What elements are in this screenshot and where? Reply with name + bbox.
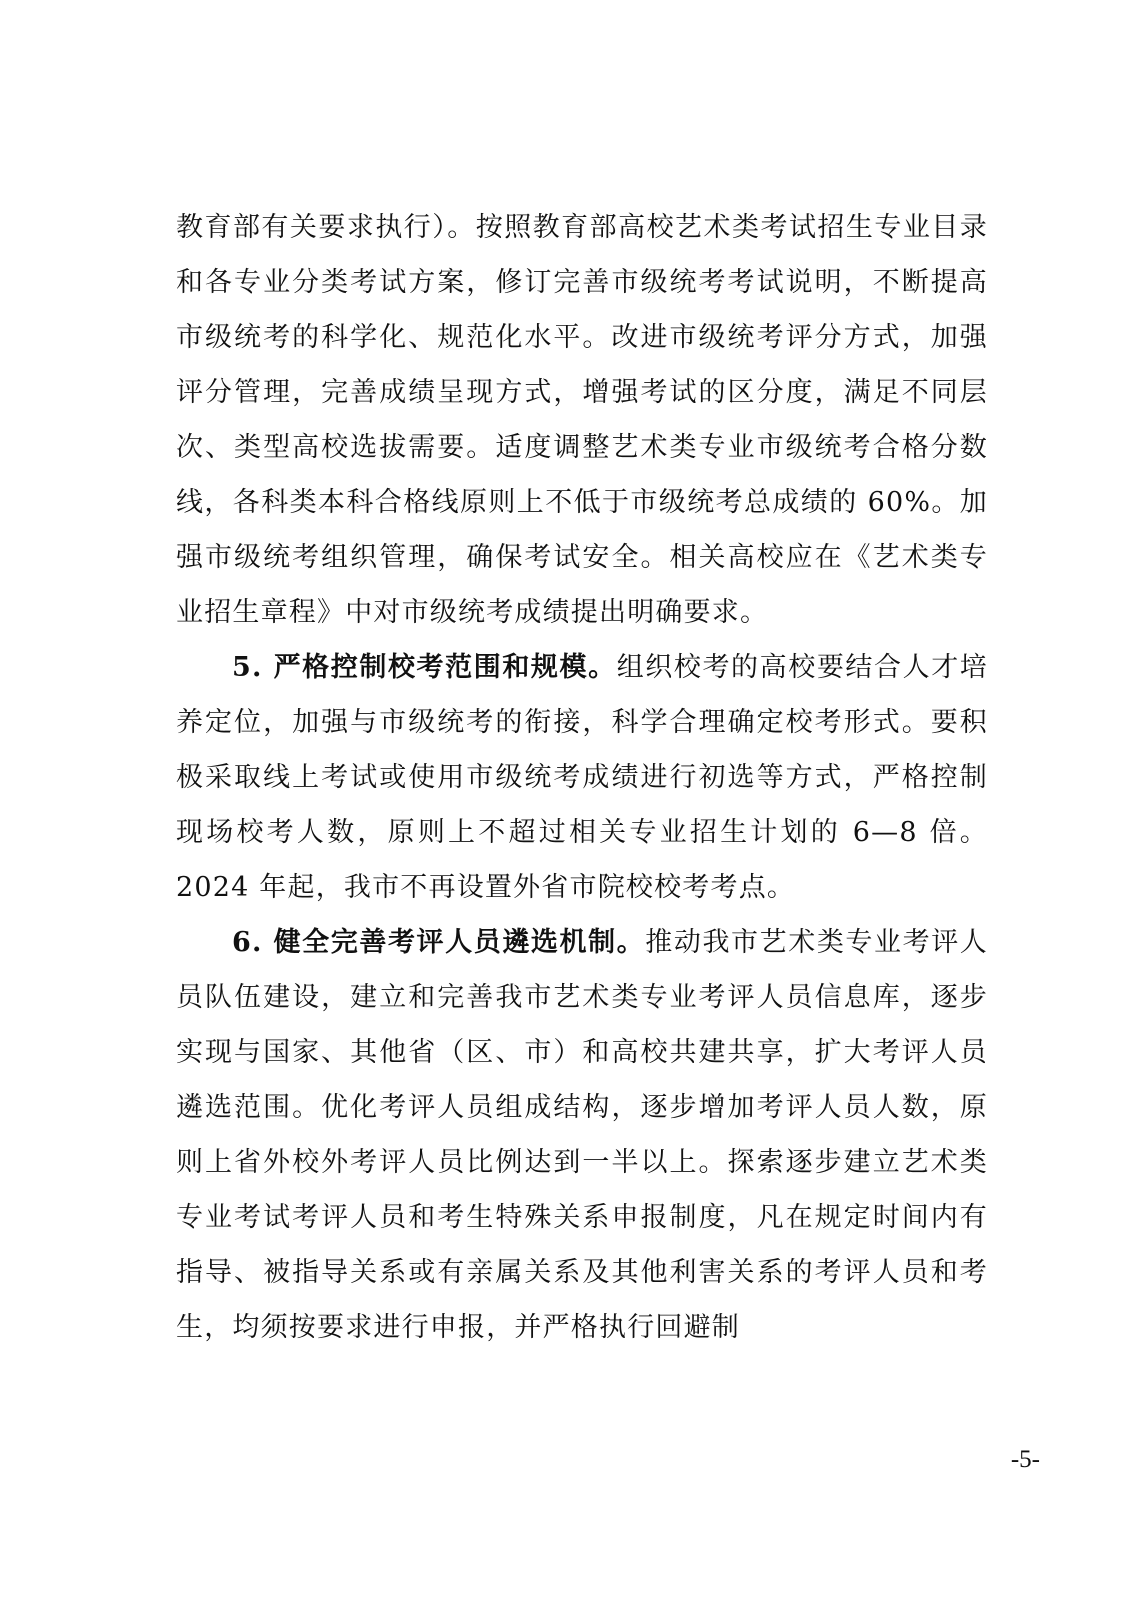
paragraph-text: 教育部有关要求执行）。按照教育部高校艺术类考试招生专业目录和各专业分类考试方案，修订完善市级统考考试说明，不断提高市级统考的科学化、规范化水平。改进市级统考评分方式，加强评分管理，完善成绩呈现方式，增强考试的区分度，满足不同层次、类型高校选拔需要。适度调整艺术类专业市级统考合格分数线，各科类本科合格线原则上不低于市级统考总成绩的 60%。加强市级统考组织管理，确保考试安全。相关高校应在《艺术类专业招生章程》中对市级统考成绩提出明确要求。 <box>176 212 988 628</box>
paragraph-section-6 <box>176 915 988 1355</box>
paragraph-text: 组织校考的高校要结合人才培养定位，加强与市级统考的衔接，科学合理确定校考形式。要积极采取线上考试或使用市级统考成绩进行初选等方式，严格控制现场校考人数，原则上不超过相关专业招生计划的 6—8 倍。2024 年起，我市不再设置外省市院校校考考点。 <box>176 652 988 903</box>
section-heading: 6. 健全完善考评人员遴选机制。 <box>232 927 646 958</box>
page-number: -5- <box>1010 1446 1040 1473</box>
paragraph-text: 推动我市艺术类专业考评人员队伍建设，建立和完善我市艺术类专业考评人员信息库，逐步实现与国家、其他省（区、市）和高校共建共享，扩大考评人员遴选范围。优化考评人员组成结构，逐步增加考评人员人数，原则上省外校外考评人员比例达到一半以上。探索逐步建立艺术类专业考试考评人员和考生特殊关系申报制度，凡在规定时间内有指导、被指导关系或有亲属关系及其他利害关系的考评人员和考生，均须按要求进行申报，并严格执行回避制 <box>176 927 988 1343</box>
section-heading: 5. 严格控制校考范围和规模。 <box>232 652 617 683</box>
document-body <box>176 200 988 1355</box>
paragraph-section-5 <box>176 640 988 915</box>
paragraph-continuation <box>176 200 988 640</box>
